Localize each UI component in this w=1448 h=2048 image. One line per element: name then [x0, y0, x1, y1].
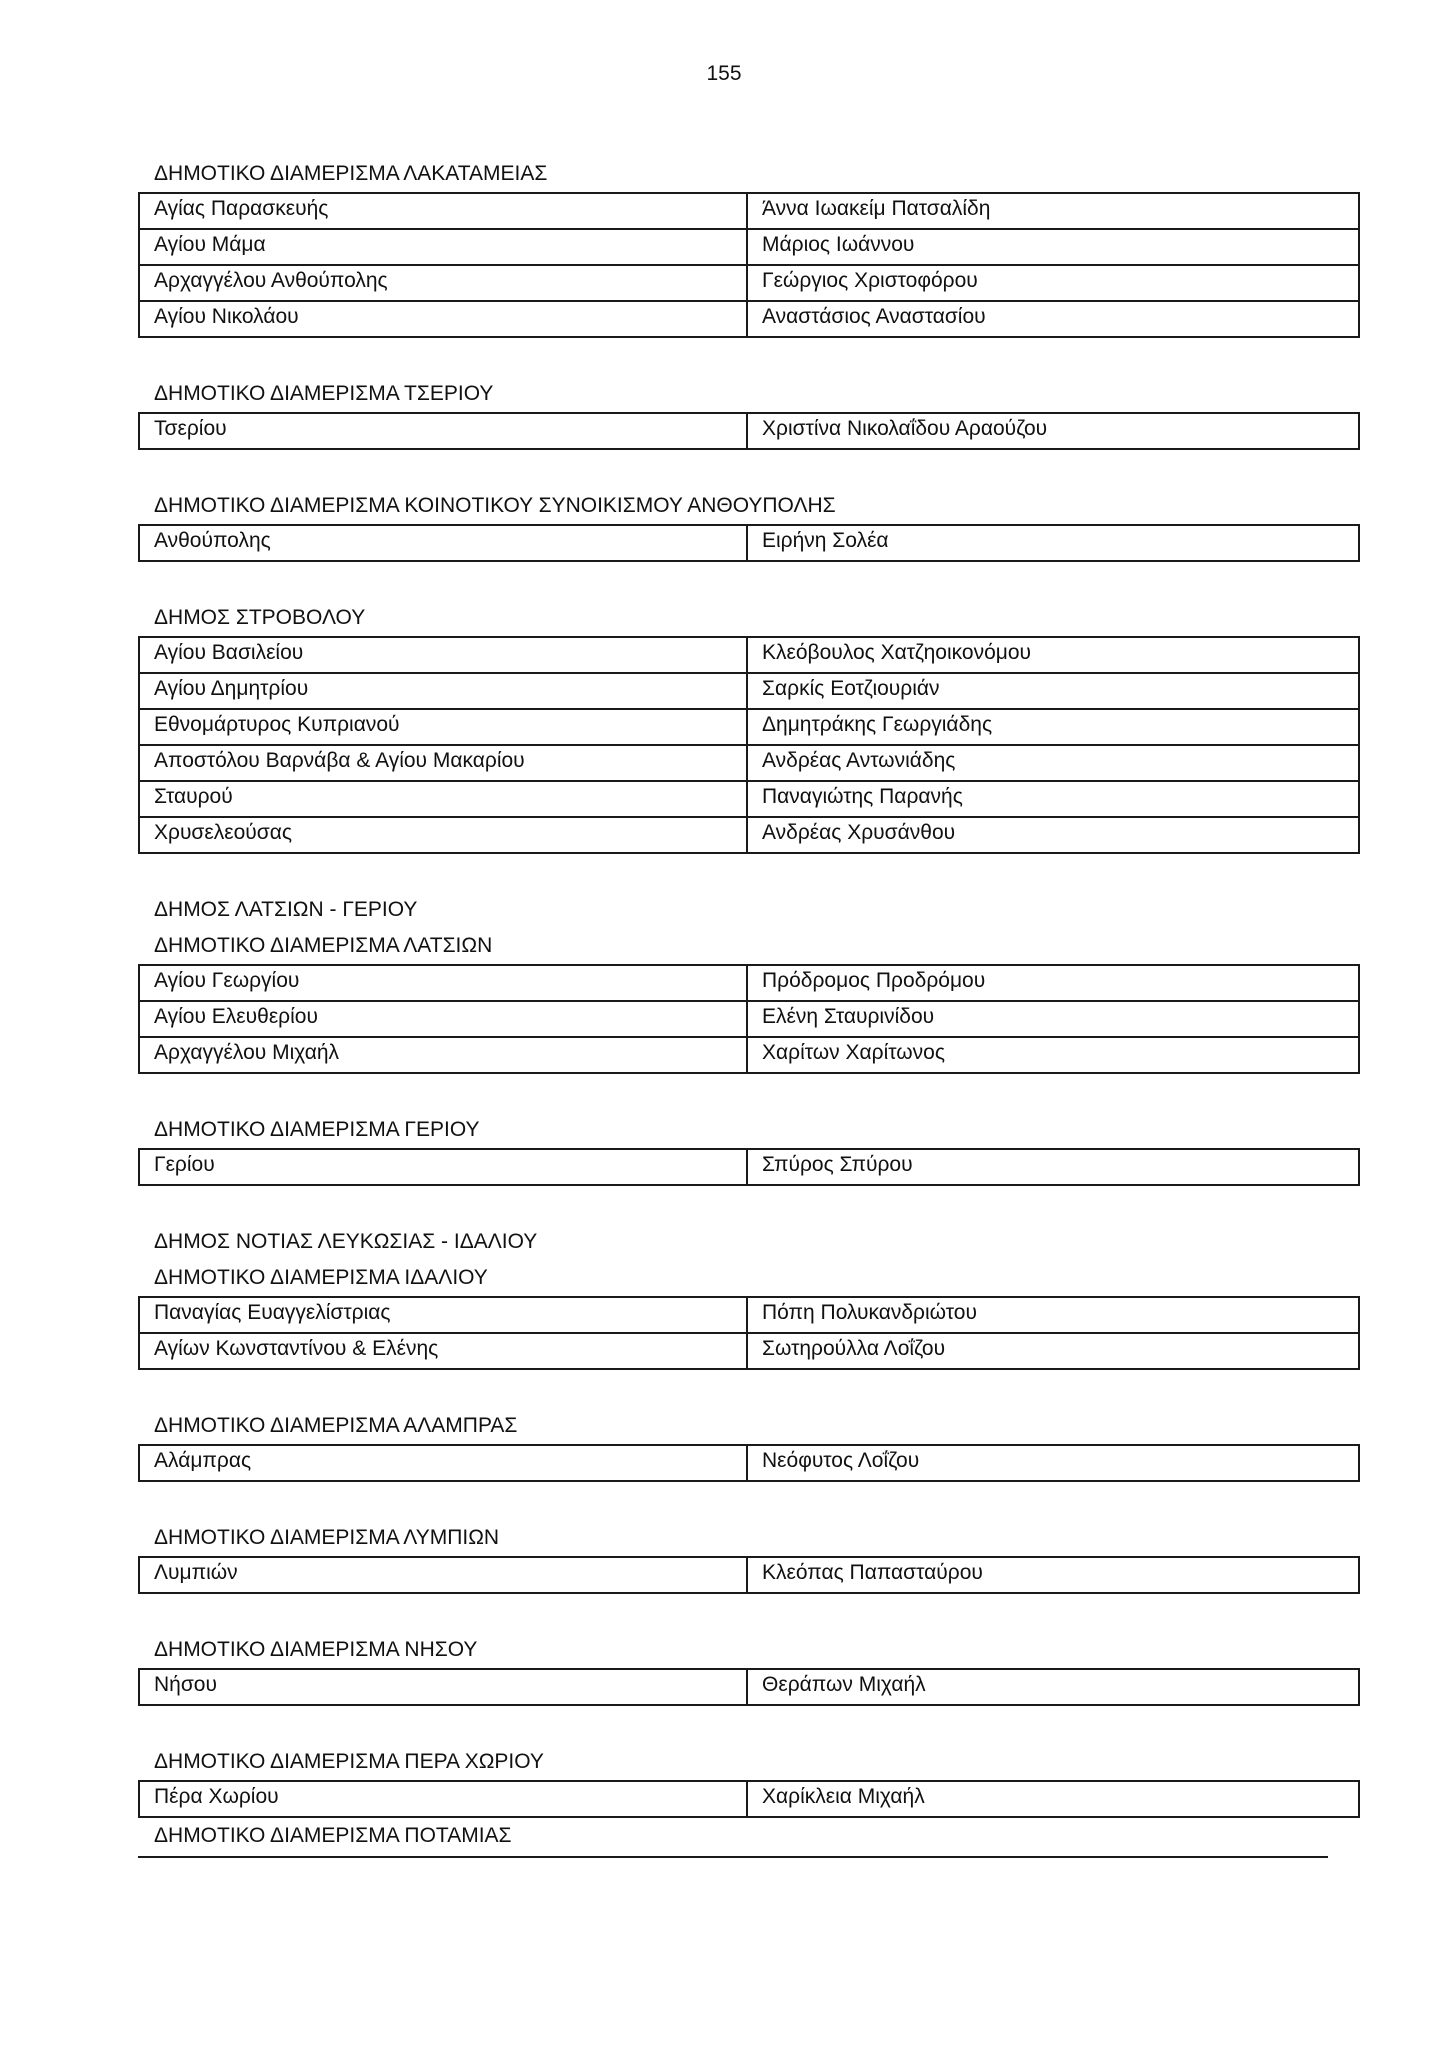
district-section — [138, 1520, 1328, 1594]
person-name-cell: Κλεόβουλος Χατζηοικονόμου — [747, 637, 1359, 673]
parish-name-cell: Τσερίου — [139, 413, 747, 449]
parish-name-cell: Εθνομάρτυρος Κυπριανού — [139, 709, 747, 745]
table-row — [139, 525, 1359, 561]
parish-name-cell: Αλάμπρας — [139, 1445, 747, 1481]
table-row — [139, 817, 1359, 853]
trailing-section-heading: ΔΗΜΟΤΙΚΟ ΔΙΑΜΕΡΙΣΜΑ ΠΟΤΑΜΙΑΣ — [154, 1824, 512, 1847]
district-section — [138, 156, 1328, 338]
parish-name-cell: Αρχαγγέλου Μιχαήλ — [139, 1037, 747, 1073]
parish-name-cell: Σταυρού — [139, 781, 747, 817]
person-name-cell: Νεόφυτος Λοΐζου — [747, 1445, 1359, 1481]
person-name-cell: Γεώργιος Χριστοφόρου — [747, 265, 1359, 301]
parish-table — [138, 1556, 1360, 1594]
person-name-cell: Άννα Ιωακείμ Πατσαλίδη — [747, 193, 1359, 229]
table-row — [139, 413, 1359, 449]
section-heading: ΔΗΜΟΣ ΛΑΤΣΙΩΝ - ΓΕΡΙΟΥ — [154, 898, 418, 921]
person-name-cell: Δημητράκης Γεωργιάδης — [747, 709, 1359, 745]
section-heading: ΔΗΜΟΤΙΚΟ ΔΙΑΜΕΡΙΣΜΑ ΝΗΣΟΥ — [154, 1638, 478, 1661]
parish-name-cell: Αγίας Παρασκευής — [139, 193, 747, 229]
person-name-cell: Σωτηρούλλα Λοΐζου — [747, 1333, 1359, 1369]
table-row — [139, 1333, 1359, 1369]
section-heading: ΔΗΜΟΤΙΚΟ ΔΙΑΜΕΡΙΣΜΑ ΠΕΡΑ ΧΩΡΙΟΥ — [154, 1750, 544, 1773]
person-name-cell: Πόπη Πολυκανδριώτου — [747, 1297, 1359, 1333]
table-row — [139, 745, 1359, 781]
district-section — [138, 1408, 1328, 1482]
parish-table — [138, 1148, 1360, 1186]
parish-name-cell: Γερίου — [139, 1149, 747, 1185]
section-heading: ΔΗΜΟΤΙΚΟ ΔΙΑΜΕΡΙΣΜΑ ΤΣΕΡΙΟΥ — [154, 382, 494, 405]
person-name-cell: Ανδρέας Χρυσάνθου — [747, 817, 1359, 853]
section-heading: ΔΗΜΟΤΙΚΟ ΔΙΑΜΕΡΙΣΜΑ ΛΑΚΑΤΑΜΕΙΑΣ — [154, 162, 548, 185]
table-row — [139, 265, 1359, 301]
person-name-cell: Σπύρος Σπύρου — [747, 1149, 1359, 1185]
table-row — [139, 1149, 1359, 1185]
section-heading: ΔΗΜΟΤΙΚΟ ΔΙΑΜΕΡΙΣΜΑ ΑΛΑΜΠΡΑΣ — [154, 1414, 518, 1437]
table-row — [139, 1557, 1359, 1593]
table-row — [139, 781, 1359, 817]
parish-name-cell: Αγίου Βασιλείου — [139, 637, 747, 673]
table-row — [139, 965, 1359, 1001]
parish-table — [138, 192, 1360, 338]
person-name-cell: Χαρίκλεια Μιχαήλ — [747, 1781, 1359, 1817]
district-section — [138, 488, 1328, 562]
table-row — [139, 637, 1359, 673]
parish-name-cell: Αγίου Δημητρίου — [139, 673, 747, 709]
section-heading: ΔΗΜΟΤΙΚΟ ΔΙΑΜΕΡΙΣΜΑ ΛΥΜΠΙΩΝ — [154, 1526, 500, 1549]
table-row — [139, 229, 1359, 265]
section-heading: ΔΗΜΟΣ ΝΟΤΙΑΣ ΛΕΥΚΩΣΙΑΣ - ΙΔΑΛΙΟΥ — [154, 1230, 538, 1253]
table-row — [139, 1001, 1359, 1037]
section-heading: ΔΗΜΟΣ ΣΤΡΟΒΟΛΟΥ — [154, 606, 366, 629]
table-row — [139, 673, 1359, 709]
table-row — [139, 301, 1359, 337]
section-heading: ΔΗΜΟΤΙΚΟ ΔΙΑΜΕΡΙΣΜΑ ΚΟΙΝΟΤΙΚΟΥ ΣΥΝΟΙΚΙΣΜΟΥ ΑΝΘΟΥΠΟΛΗΣ — [154, 494, 836, 517]
district-section — [138, 892, 1328, 1074]
district-section — [138, 1112, 1328, 1186]
person-name-cell: Σαρκίς Εοτζιουριάν — [747, 673, 1359, 709]
parish-name-cell: Χρυσελεούσας — [139, 817, 747, 853]
parish-name-cell: Αγίου Μάμα — [139, 229, 747, 265]
person-name-cell: Μάριος Ιωάννου — [747, 229, 1359, 265]
parish-name-cell: Πέρα Χωρίου — [139, 1781, 747, 1817]
table-row — [139, 1037, 1359, 1073]
parish-table — [138, 1444, 1360, 1482]
person-name-cell: Αναστάσιος Αναστασίου — [747, 301, 1359, 337]
parish-table — [138, 1668, 1360, 1706]
parish-name-cell: Λυμπιών — [139, 1557, 747, 1593]
document-body — [138, 156, 1328, 1858]
parish-table — [138, 964, 1360, 1074]
person-name-cell: Θεράπων Μιχαήλ — [747, 1669, 1359, 1705]
section-heading: ΔΗΜΟΤΙΚΟ ΔΙΑΜΕΡΙΣΜΑ ΓΕΡΙΟΥ — [154, 1118, 480, 1141]
parish-name-cell: Αρχαγγέλου Ανθούπολης — [139, 265, 747, 301]
section-subheading: ΔΗΜΟΤΙΚΟ ΔΙΑΜΕΡΙΣΜΑ ΙΔΑΛΙΟΥ — [154, 1266, 488, 1289]
person-name-cell: Χριστίνα Νικολαΐδου Αραούζου — [747, 413, 1359, 449]
parish-table — [138, 1296, 1360, 1370]
section-subheading: ΔΗΜΟΤΙΚΟ ΔΙΑΜΕΡΙΣΜΑ ΛΑΤΣΙΩΝ — [154, 934, 493, 957]
person-name-cell: Ελένη Σταυρινίδου — [747, 1001, 1359, 1037]
parish-table — [138, 1780, 1360, 1818]
district-section — [138, 1632, 1328, 1706]
parish-name-cell: Ανθούπολης — [139, 525, 747, 561]
table-row — [139, 1781, 1359, 1817]
bottom-rule — [138, 1856, 1328, 1858]
district-section — [138, 1744, 1328, 1818]
person-name-cell: Ειρήνη Σολέα — [747, 525, 1359, 561]
district-section — [138, 1224, 1328, 1370]
parish-name-cell: Παναγίας Ευαγγελίστριας — [139, 1297, 747, 1333]
table-row — [139, 1669, 1359, 1705]
person-name-cell: Χαρίτων Χαρίτωνος — [747, 1037, 1359, 1073]
person-name-cell: Κλεόπας Παπασταύρου — [747, 1557, 1359, 1593]
person-name-cell: Ανδρέας Αντωνιάδης — [747, 745, 1359, 781]
district-section — [138, 376, 1328, 450]
parish-name-cell: Αγίου Γεωργίου — [139, 965, 747, 1001]
parish-table — [138, 524, 1360, 562]
parish-name-cell: Νήσου — [139, 1669, 747, 1705]
table-row — [139, 709, 1359, 745]
parish-name-cell: Αποστόλου Βαρνάβα & Αγίου Μακαρίου — [139, 745, 747, 781]
person-name-cell: Παναγιώτης Παρανής — [747, 781, 1359, 817]
person-name-cell: Πρόδρομος Προδρόμου — [747, 965, 1359, 1001]
parish-table — [138, 636, 1360, 854]
parish-name-cell: Αγίου Νικολάου — [139, 301, 747, 337]
district-section — [138, 600, 1328, 854]
table-row — [139, 1445, 1359, 1481]
parish-name-cell: Αγίου Ελευθερίου — [139, 1001, 747, 1037]
parish-name-cell: Αγίων Κωνσταντίνου & Ελένης — [139, 1333, 747, 1369]
table-row — [139, 193, 1359, 229]
parish-table — [138, 412, 1360, 450]
page-number: 155 — [706, 62, 742, 85]
table-row — [139, 1297, 1359, 1333]
